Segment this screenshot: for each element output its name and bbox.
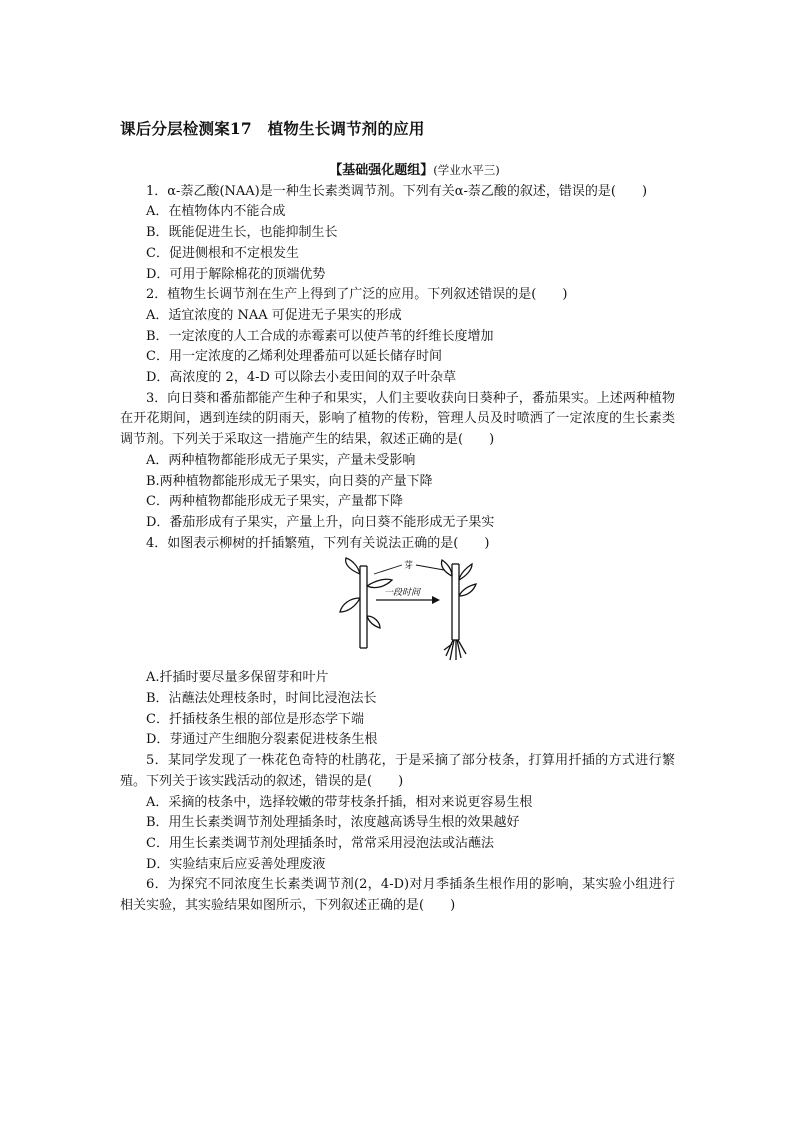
- page-title: 课后分层检测案17 植物生长调节剂的应用: [120, 119, 425, 138]
- section-heading-label: 【基础强化题组】: [329, 163, 434, 178]
- question-3-option-c: C．两种植物都能形成无子果实，产量都下降: [146, 494, 403, 510]
- question-2-option-a: A．适宜浓度的 NAA 可促进无子果实的形成: [146, 307, 402, 323]
- question-3-option-a: A．两种植物都能形成无子果实，产量未受影响: [146, 452, 416, 468]
- question-3-option-d: D．番茄形成有子果实，产量上升，向日葵不能形成无子果实: [146, 514, 495, 530]
- question-1-stem: 1．α-萘乙酸(NAA)是一种生长素类调节剂。下列有关α-萘乙酸的叙述，错误的是( ): [146, 183, 648, 199]
- question-6-stem: 6．为探究不同浓度生长素类调节剂(2，4-D)对月季插条生根作用的影响，某实验小组进行相关实验，其实验结果如图所示，下列叙述正确的是( ): [120, 877, 675, 914]
- question-5-option-b: B．用生长素类调节剂处理插条时，浓度越高诱导生根的效果越好: [146, 815, 520, 831]
- section-heading: [154, 160, 675, 182]
- question-4-option-a: A.扦插时要尽量多保留芽和叶片: [146, 670, 329, 686]
- question-1-option-d: D．可用于解除棉花的顶端优势: [146, 266, 326, 282]
- question-4-option-c: C．扦插枝条生根的部位是形态学下端: [146, 711, 364, 727]
- question-2-option-d: D．高浓度的 2，4-D 可以除去小麦田间的双子叶杂草: [146, 370, 457, 386]
- question-4-option-b: B．沾蘸法处理枝条时，时间比浸泡法长: [146, 691, 377, 707]
- question-5-option-d: D．实验结束后应妥善处理废液: [146, 856, 326, 872]
- bud-label: 芽: [404, 561, 414, 572]
- section-level: (学业水平三): [433, 163, 500, 177]
- right-cutting: [441, 560, 476, 660]
- willow-cutting-figure: [120, 556, 675, 664]
- question-1-option-c: C．促进侧根和不定根发生: [146, 245, 299, 261]
- question-3-stem: 3．向日葵和番茄都能产生种子和果实，人们主要收获向日葵种子，番茄果实。上述两种植物在开花期间，遇到连续的阴雨天，影响了植物的传粉，管理人员及时喷洒了一定浓度的生长素类调节剂。下列关于采取这一措施产生的结果，叙述正确的是( ): [120, 390, 675, 448]
- question-5-option-c: C．用生长素类调节剂处理插条时，常常采用浸泡法或沾蘸法: [146, 835, 494, 851]
- question-4-option-d: D．芽通过产生细胞分裂素促进枝条生根: [146, 732, 378, 748]
- question-2-stem: 2．植物生长调节剂在生产上得到了广泛的应用。下列叙述错误的是( ): [146, 287, 568, 303]
- arrow-label: 一段时间: [384, 588, 421, 599]
- question-2-option-c: C．用一定浓度的乙烯利处理番茄可以延长储存时间: [146, 349, 442, 365]
- question-3-option-b: B.两种植物都能形成无子果实，向日葵的产量下降: [146, 473, 433, 489]
- question-5-option-a: A．采摘的枝条中，选择较嫩的带芽枝条扦插，相对来说更容易生根: [146, 794, 533, 810]
- question-5-stem: 5．某同学发现了一株花色奇特的杜鹃花，于是采摘了部分枝条，打算用扦插的方式进行繁殖。下列关于该实践活动的叙述，错误的是( ): [120, 753, 675, 789]
- left-cutting: [340, 558, 392, 648]
- question-4-stem: 4．如图表示柳树的扦插繁殖，下列有关说法正确的是( ): [146, 535, 490, 551]
- question-1-option-b: B．既能促进生长，也能抑制生长: [146, 225, 338, 241]
- question-2-option-b: B．一定浓度的人工合成的赤霉素可以使芦苇的纤维长度增加: [146, 328, 494, 344]
- willow-cutting-diagram: [334, 556, 484, 662]
- question-1-option-a: A．在植物体内不能合成: [146, 204, 286, 220]
- question-content: [120, 160, 675, 917]
